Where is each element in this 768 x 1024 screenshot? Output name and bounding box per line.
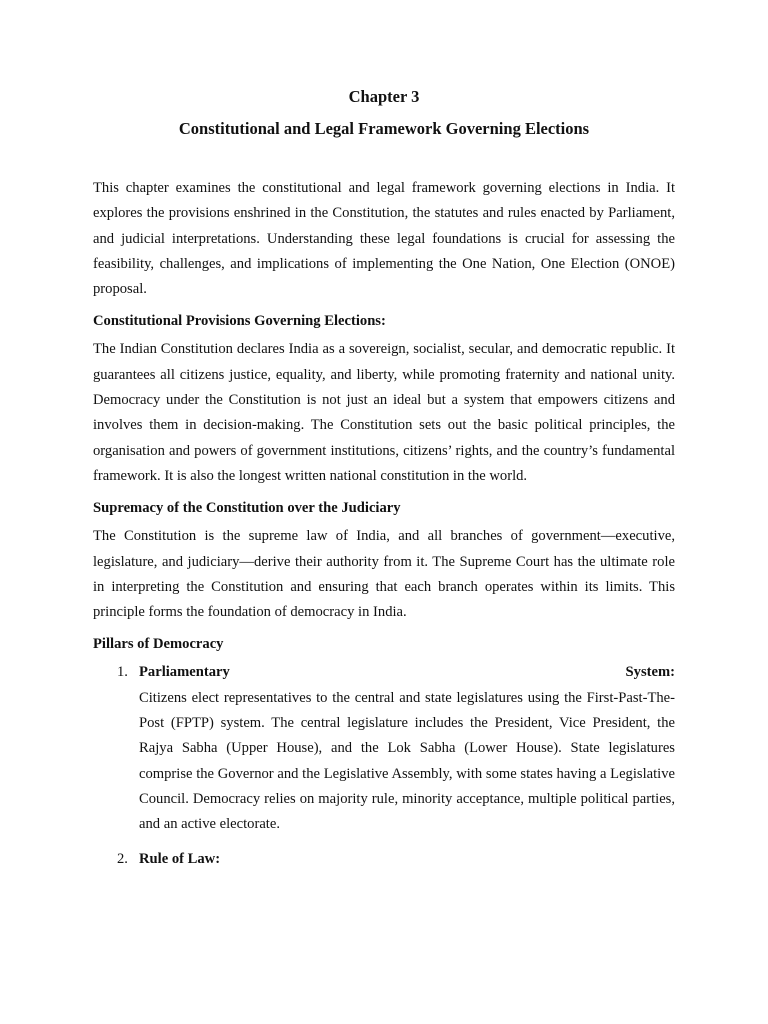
- list-item-title: [139, 847, 675, 872]
- pillars-list: [93, 660, 675, 871]
- list-item: [93, 847, 675, 872]
- list-item: [93, 660, 675, 837]
- list-item-number: 2.: [117, 850, 128, 867]
- chapter-title: Constitutional and Legal Framework Governing Elections: [178, 119, 590, 138]
- list-item-title-left: Parliamentary: [139, 664, 230, 681]
- section-heading-constitutional-provisions: Constitutional Provisions Governing Elections:: [93, 313, 386, 330]
- list-item-title-right: System:: [625, 664, 675, 681]
- list-item-title: [139, 660, 675, 685]
- list-item-description: Citizens elect representatives to the central and state legislatures using the First-Past-The-Post (FPTP) system. The central legislature includes the President, Vice President, the Rajya Sabha (Upper House), and the Lok Sabha (Lower House). State legislatures comprise the Governor and the Legislative Assembly, with some states having a Legislative Council. Democracy relies on majority rule, minority acceptance, multiple political parties, and an active electorate.: [139, 689, 675, 833]
- section-body-constitutional-provisions: The Indian Constitution declares India as a sovereign, socialist, secular, and democratic republic. It guarantees all citizens justice, equality, and liberty, while promoting fraternity and national unity. Democracy under the Constitution is not just an ideal but a system that empowers citizens and involves them in decision-making. The Constitution sets out the basic political principles, the organisation and powers of government institutions, citizens’ rights, and the country’s fundamental framework. It is also the longest written national constitution in the world.: [93, 341, 675, 484]
- section-body-supremacy: The Constitution is the supreme law of India, and all branches of government—executive, legislature, and judiciary—derive their authority from it. The Supreme Court has the ultimate role in interpreting the Constitution and ensuring that each branch operates within its limits. This principle forms the foundation of democracy in India.: [93, 528, 675, 621]
- section-heading-supremacy: Supremacy of the Constitution over the Judiciary: [93, 500, 401, 517]
- list-item-title-left: Rule of Law:: [139, 850, 221, 867]
- document-page: [93, 86, 675, 872]
- list-item-number: 1.: [117, 664, 128, 681]
- chapter-number: Chapter 3: [348, 87, 420, 106]
- section-heading-pillars: Pillars of Democracy: [93, 636, 224, 653]
- intro-paragraph: This chapter examines the constitutional and legal framework governing elections in India. It explores the provisions enshrined in the Constitution, the statutes and rules enacted by Parliament, and judicial interpretations. Understanding these legal foundations is crucial for assessing the feasibility, challenges, and implications of implementing the One Nation, One Election (ONOE) proposal.: [93, 180, 675, 298]
